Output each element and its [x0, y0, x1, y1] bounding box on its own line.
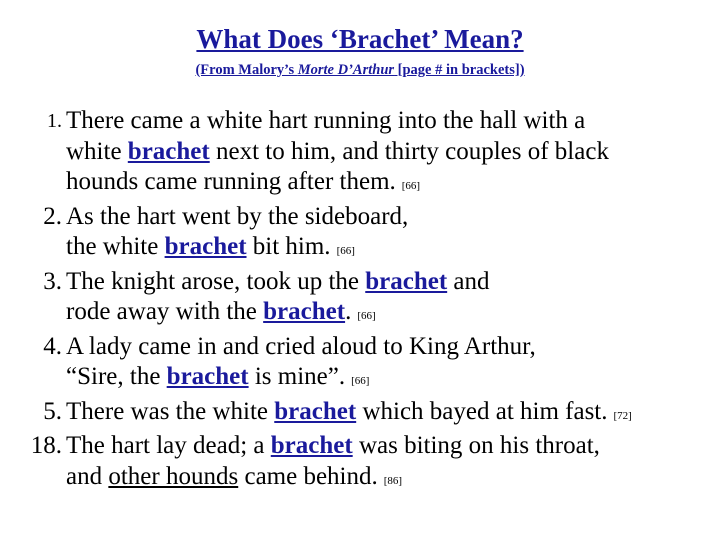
subtitle-suffix: [page # in brackets]): [394, 62, 525, 78]
page-reference: [66]: [336, 245, 355, 257]
keyword-brachet: brachet: [263, 298, 346, 325]
list-item: [18, 431, 718, 496]
page-reference: [72]: [613, 409, 632, 422]
list-item: [18, 106, 718, 202]
item-line: [66, 232, 718, 267]
item-text: and: [66, 462, 109, 490]
item-line: [66, 397, 718, 432]
list-item: [18, 202, 718, 267]
keyword-brachet: brachet: [270, 432, 353, 459]
item-text: rode away with the: [66, 298, 264, 325]
page-reference: [66]: [351, 375, 370, 387]
item-number: 18.: [30, 432, 62, 459]
item-text: and: [447, 267, 490, 295]
item-text: came behind.: [238, 462, 378, 490]
page-reference: [86]: [383, 474, 403, 487]
item-line: [66, 297, 718, 332]
item-line: There came a white hart running into the hall with a: [66, 107, 586, 134]
item-line: [66, 462, 718, 497]
item-number: 4.: [43, 332, 62, 360]
page-subtitle: [0, 62, 720, 79]
underlined-phrase: other hounds: [108, 462, 239, 490]
item-text: “Sire, the: [66, 363, 167, 390]
list-item: [18, 397, 718, 432]
page-reference: [66]: [357, 310, 376, 322]
item-line: As the hart went by the sideboard,: [66, 202, 409, 230]
item-text: was biting on his throat,: [352, 432, 600, 459]
item-number: 1.: [47, 110, 62, 132]
item-text: is mine”.: [248, 363, 346, 390]
item-number: 5.: [43, 397, 62, 425]
keyword-brachet: brachet: [164, 233, 247, 260]
item-text: The knight arose, took up the: [66, 267, 366, 295]
keyword-brachet: brachet: [127, 137, 210, 165]
item-number: 2.: [43, 202, 62, 230]
item-line: [66, 167, 718, 202]
list-item: [18, 267, 718, 332]
item-text: .: [345, 298, 352, 325]
item-text: There was the white: [66, 397, 275, 425]
item-text: which bayed at him fast.: [356, 397, 608, 425]
quote-list: [18, 106, 718, 496]
page-reference: [66]: [401, 180, 421, 192]
item-text: The hart lay dead; a: [66, 432, 271, 459]
keyword-brachet: brachet: [274, 397, 357, 425]
item-text: next to him, and thirty couples of black: [209, 137, 609, 165]
item-number: 3.: [43, 267, 62, 295]
item-line: [66, 362, 718, 397]
item-line: [66, 267, 718, 298]
item-line: [66, 137, 718, 168]
list-item: [18, 332, 718, 397]
keyword-brachet: brachet: [166, 363, 249, 390]
keyword-brachet: brachet: [365, 267, 448, 295]
subtitle-prefix: (From Malory’s: [195, 62, 298, 78]
item-text: the white: [66, 233, 165, 260]
item-line: [66, 431, 718, 462]
item-line: A lady came in and cried aloud to King Arthur,: [66, 332, 536, 360]
item-text: hounds came running after them.: [66, 168, 396, 195]
page-title: What Does ‘Brachet’ Mean?: [196, 24, 524, 54]
book-title: Morte D’Arthur: [297, 62, 395, 78]
item-text: bit him.: [246, 233, 331, 260]
item-text: white: [66, 137, 128, 165]
